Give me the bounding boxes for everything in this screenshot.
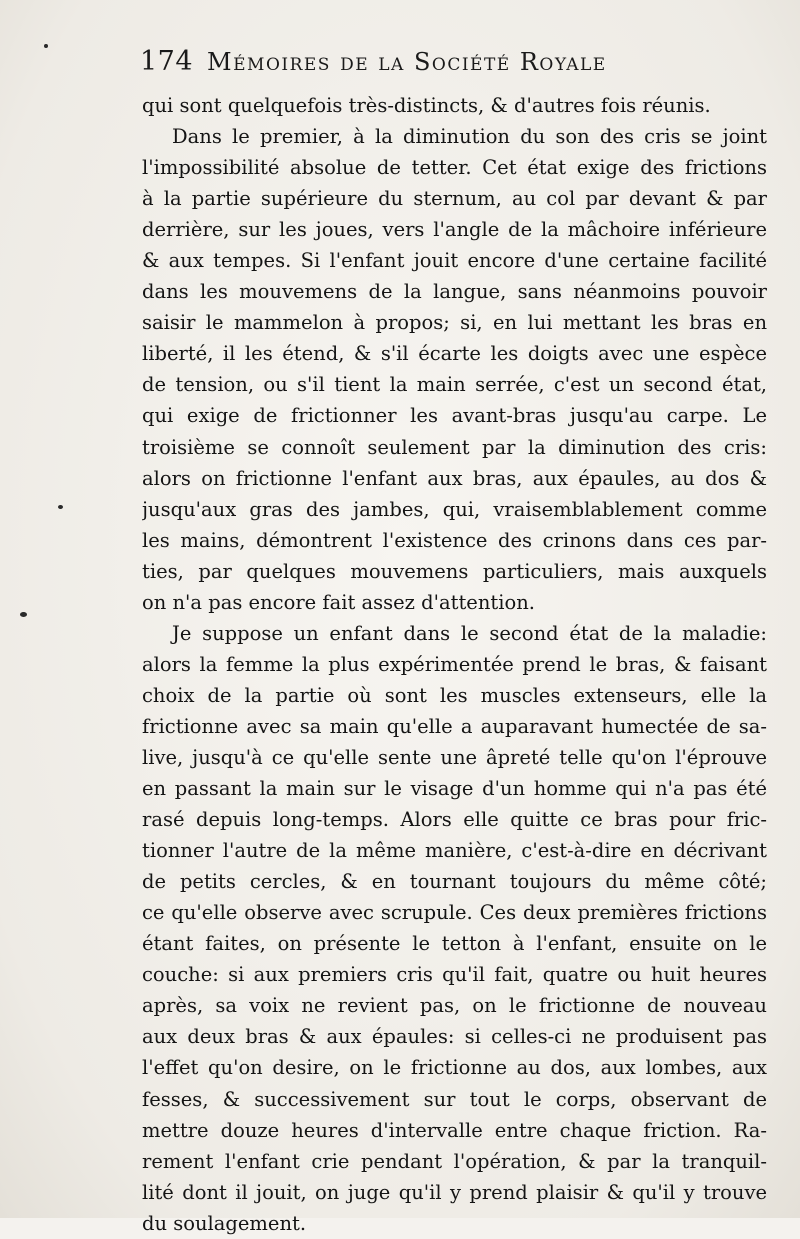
body-text xyxy=(142,90,767,1239)
text-line: fesses, & successivement sur tout le corps, observant de xyxy=(142,1087,767,1111)
text-line: qui sont quelquefois très-distincts, & d'autres fois réunis. xyxy=(142,94,711,117)
text-line: de tension, ou s'il tient la main serrée, c'est un second état, xyxy=(142,373,767,397)
ink-speck xyxy=(44,44,48,48)
text-line: & aux tempes. Si l'enfant jouit encore d'une certaine facilité xyxy=(142,249,767,273)
text-line: du soulagement. xyxy=(142,1211,307,1235)
text-line: les mains, démontrent l'existence des crinons dans ces par- xyxy=(142,528,767,552)
paragraph xyxy=(142,618,767,1239)
text-line: alors la femme la plus expérimentée prend le bras, & faisant xyxy=(142,652,767,676)
paragraph xyxy=(142,90,767,121)
text-line: jusqu'aux gras des jambes, qui, vraisemblablement comme xyxy=(142,497,767,521)
text-line: choix de la partie où sont les muscles extenseurs, elle la xyxy=(142,683,767,707)
text-line: lité dont il jouit, on juge qu'il y prend plaisir & qu'il y trouve xyxy=(142,1180,767,1204)
ink-speck xyxy=(20,612,27,617)
text-line: saisir le mammelon à propos; si, en lui mettant les bras en xyxy=(142,311,767,335)
text-line: mettre douze heures d'intervalle entre chaque friction. Ra- xyxy=(142,1118,767,1142)
text-line: on n'a pas encore fait assez d'attention. xyxy=(142,590,535,614)
text-line: qui exige de frictionner les avant-bras jusqu'au carpe. Le xyxy=(142,404,767,428)
text-line: étant faites, on présente le tetton à l'enfant, ensuite on le xyxy=(142,932,767,956)
text-line: Dans le premier, à la diminution du son des cris se joint xyxy=(172,125,767,149)
text-line: live, jusqu'à ce qu'elle sente une âpreté telle qu'on l'éprouve xyxy=(142,745,767,769)
text-line: aux deux bras & aux épaules: si celles-ci ne produisent pas xyxy=(142,1025,767,1049)
text-line: ties, par quelques mouvemens particuliers, mais auxquels xyxy=(142,559,767,583)
text-line: l'effet qu'on desire, on le frictionne au dos, aux lombes, aux xyxy=(142,1056,767,1080)
text-line: rasé depuis long-temps. Alors elle quitte ce bras pour fric- xyxy=(142,808,767,832)
ink-speck xyxy=(58,505,63,509)
text-line: de petits cercles, & en tournant toujours du même côté; xyxy=(142,870,767,894)
text-line: Je suppose un enfant dans le second état de la maladie: xyxy=(172,621,767,645)
text-line: troisième se connoît seulement par la diminution des cris: xyxy=(142,435,767,459)
text-line: en passant la main sur le visage d'un homme qui n'a pas été xyxy=(142,777,767,801)
running-head xyxy=(140,46,760,77)
text-line: alors on frictionne l'enfant aux bras, aux épaules, au dos & xyxy=(142,466,767,490)
text-line: couche: si aux premiers cris qu'il fait, quatre ou huit heures xyxy=(142,963,767,987)
text-line: tionner l'autre de la même manière, c'est-à-dire en décrivant xyxy=(142,839,767,863)
text-line: derrière, sur les joues, vers l'angle de la mâchoire inférieure xyxy=(142,218,767,242)
page-number: 174 xyxy=(140,46,194,77)
text-line: l'impossibilité absolue de tetter. Cet état exige des frictions xyxy=(142,156,767,180)
text-line: frictionne avec sa main qu'elle a auparavant humectée de sa- xyxy=(142,714,767,738)
text-line: à la partie supérieure du sternum, au col par devant & par xyxy=(142,187,767,211)
text-line: liberté, il les étend, & s'il écarte les doigts avec une espèce xyxy=(142,342,767,366)
paragraph-list xyxy=(142,90,767,1239)
text-line: rement l'enfant crie pendant l'opération, & par la tranquil- xyxy=(142,1149,767,1173)
text-line: après, sa voix ne revient pas, on le frictionne de nouveau xyxy=(142,994,767,1018)
running-head-title: Mémoires de la Société Royale xyxy=(207,48,607,76)
text-line: ce qu'elle observe avec scrupule. Ces deux premières frictions xyxy=(142,901,767,925)
paragraph xyxy=(142,121,767,618)
text-line: dans les mouvemens de la langue, sans néanmoins pouvoir xyxy=(142,280,767,304)
